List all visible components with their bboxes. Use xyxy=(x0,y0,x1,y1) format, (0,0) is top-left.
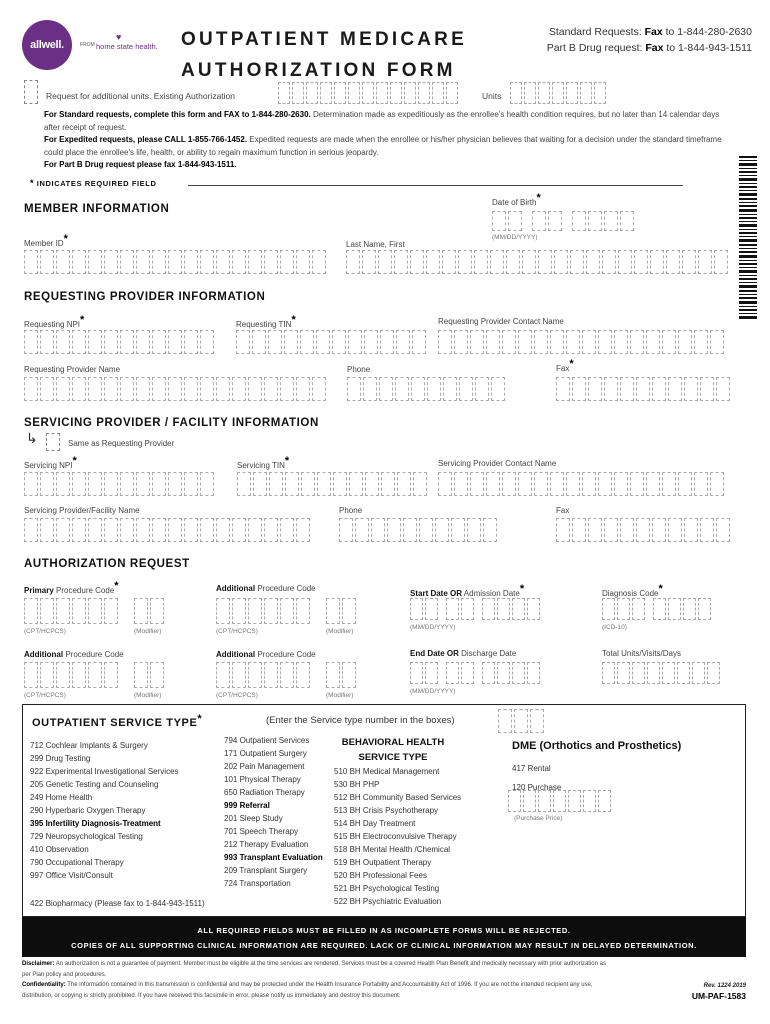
required-star-icon: * xyxy=(72,455,77,467)
date-hint: (MM/DD/YYYY) xyxy=(410,688,456,695)
servicing-contact-input[interactable] xyxy=(438,472,724,496)
disclaimer-bold: Disclaimer: xyxy=(22,961,55,967)
warning-line1: ALL REQUIRED FIELDS MUST BE FILLED IN AS INCOMPLETE FORMS WILL BE REJECTED. xyxy=(197,926,571,935)
modifier-hint: (Modifier) xyxy=(134,628,162,635)
additional-bold: Additional xyxy=(24,650,64,659)
service-item: 201 Sleep Study xyxy=(224,814,283,823)
same-as-requesting-checkbox[interactable] xyxy=(46,433,60,451)
total-units-input[interactable] xyxy=(602,662,720,684)
form-title xyxy=(181,24,467,86)
servicing-name-input[interactable] xyxy=(24,518,310,542)
servicing-npi-input[interactable] xyxy=(24,472,214,496)
required-star-icon: * xyxy=(291,314,296,326)
service-type-col2 xyxy=(224,734,323,890)
fax-standard xyxy=(547,24,752,40)
expedited-instruction xyxy=(44,134,734,159)
heart-icon: ♥ xyxy=(116,32,122,42)
dme-title: DME (Orthotics and Prosthetics) xyxy=(512,740,682,752)
servicing-name-label: Servicing Provider/Facility Name xyxy=(24,506,140,515)
servicing-tin-label-text: Servicing TIN xyxy=(237,461,285,470)
requesting-section-title: REQUESTING PROVIDER INFORMATION xyxy=(24,291,266,303)
allwell-logo-text: allwell. xyxy=(30,39,64,51)
cpt-hint: (CPT/HCPCS) xyxy=(216,692,258,699)
disclaimer-text: An authorization is not a guarantee of payment. Member must be eligible at the time services are rendered. Services must be a covered Health Plan Benefit and medically necessary with prior authorization as per Plan policy and procedures. xyxy=(22,961,606,978)
requesting-phone-input[interactable] xyxy=(347,377,505,401)
requesting-contact-label: Requesting Provider Contact Name xyxy=(438,317,564,326)
confidentiality-paragraph xyxy=(22,980,612,1001)
start-rest: Admission Date xyxy=(462,589,520,598)
service-item: 410 Observation xyxy=(30,845,89,854)
requesting-fax-label xyxy=(556,358,574,374)
allwell-logo xyxy=(22,20,72,70)
end-date-input[interactable] xyxy=(410,662,540,684)
confidentiality-text: The information contained in this transmission is confidential and may be protected under the Health Insurance Portability and Accountability Act of 1996. If you are not the intended recipient any use, distribution, or copying is strictly prohibited. If you have received this facsimile in error, please notify us immediately and destroy this document. xyxy=(22,982,593,999)
service-type-instruction: (Enter the Service type number in the boxes) xyxy=(266,715,455,726)
additional-procedure-input-3[interactable] xyxy=(216,662,310,688)
cpt-hint: (CPT/HCPCS) xyxy=(216,628,258,635)
required-star-icon: * xyxy=(519,583,525,595)
service-item: 510 BH Medical Management xyxy=(334,767,440,776)
service-item: 101 Physical Therapy xyxy=(224,775,301,784)
service-item: 299 Drug Testing xyxy=(30,754,91,763)
standard-bold: For Standard requests, complete this form and FAX to 1-844-280-2630. xyxy=(44,110,311,119)
dme-item: 417 Rental xyxy=(512,764,551,773)
required-note-text: INDICATES REQUIRED FIELD xyxy=(36,179,157,188)
form-title-line2: AUTHORIZATION FORM xyxy=(181,60,456,81)
instructions xyxy=(44,109,734,172)
service-item: 999 Referral xyxy=(224,801,270,810)
service-type-col3 xyxy=(334,765,461,908)
partb-bold: For Part B Drug request please fax 1-844-943-1511. xyxy=(44,160,237,169)
end-rest: Discharge Date xyxy=(458,649,517,658)
same-as-requesting-label: Same as Requesting Provider xyxy=(68,439,175,448)
additional-rest: Procedure Code xyxy=(255,650,316,659)
fax-partb-bold: Fax xyxy=(645,42,664,54)
servicing-npi-label xyxy=(24,455,77,471)
requesting-npi-label xyxy=(24,314,85,330)
service-type-input[interactable] xyxy=(498,709,544,733)
required-star-icon: * xyxy=(284,455,290,467)
servicing-phone-input[interactable] xyxy=(339,518,497,542)
service-item: 521 BH Psychological Testing xyxy=(334,884,440,893)
dob-hint: (MM/DD/YYYY) xyxy=(492,234,538,241)
additional-rest: Procedure Code xyxy=(63,650,124,659)
cpt-hint: (CPT/HCPCS) xyxy=(24,692,66,699)
service-item: 518 BH Mental Health /Chemical xyxy=(334,845,451,854)
additional-bold: Additional xyxy=(216,650,256,659)
form-title-line1: OUTPATIENT MEDICARE xyxy=(181,29,467,50)
diagnosis-label-text: Diagnosis Code xyxy=(602,589,659,598)
servicing-fax-label: Fax xyxy=(556,506,570,515)
required-star-icon: * xyxy=(63,233,68,245)
warning-bar xyxy=(22,917,746,957)
fax-partb-label: Part B Drug request: xyxy=(546,42,646,54)
member-name-label: Last Name, First xyxy=(346,240,405,249)
date-hint: (MM/DD/YYYY) xyxy=(410,624,456,631)
service-item: 171 Outpatient Surgery xyxy=(224,749,307,758)
service-item: 520 BH Professional Fees xyxy=(334,871,427,880)
service-item: 522 BH Psychiatric Evaluation xyxy=(334,897,442,906)
home-state-health-logo xyxy=(96,33,158,57)
service-item: 794 Outpatient Services xyxy=(224,736,310,745)
primary-procedure-input[interactable] xyxy=(24,598,118,624)
dob-label xyxy=(492,192,541,208)
service-type-col1 xyxy=(30,739,179,882)
required-star-icon: * xyxy=(80,314,85,326)
required-star-icon: * xyxy=(536,192,541,204)
additional-modifier-input-3[interactable] xyxy=(326,662,356,688)
service-item: 513 BH Crisis Psychotherapy xyxy=(334,806,439,815)
purchase-price-input[interactable] xyxy=(508,790,611,812)
primary-bold: Primary xyxy=(24,586,54,595)
additional-modifier-input-1[interactable] xyxy=(326,598,356,624)
service-item: 724 Transportation xyxy=(224,879,291,888)
confidentiality-bold: Confidentiality: xyxy=(22,982,66,988)
service-item: 290 Hyperbaric Oxygen Therapy xyxy=(30,806,146,815)
disclaimer xyxy=(22,959,612,1001)
member-id-label xyxy=(24,233,68,249)
service-item: 512 BH Community Based Services xyxy=(334,793,462,802)
servicing-npi-label-text: Servicing NPI xyxy=(24,461,73,470)
fax-standard-label: Standard Requests: xyxy=(548,26,645,38)
fax-info xyxy=(547,24,752,56)
primary-rest: Procedure Code xyxy=(53,586,115,595)
arrow-return-icon: ↳ xyxy=(26,430,38,446)
home-state-health-text: home state health. xyxy=(96,42,158,51)
servicing-phone-label: Phone xyxy=(339,506,363,515)
additional-bold: Additional xyxy=(216,584,256,593)
primary-modifier-input[interactable] xyxy=(134,598,164,624)
revision-label: Rev. 1224 2019 xyxy=(703,983,746,989)
additional-procedure-input-2[interactable] xyxy=(24,662,118,688)
additional-procedure-input-1[interactable] xyxy=(216,598,310,624)
standard-text: Determination made as expeditiously as the enrollee's health condition requires, but no later than 14 calendar days after receipt of request. xyxy=(44,110,720,132)
cpt-hint: (CPT/HCPCS) xyxy=(24,628,66,635)
end-date-label xyxy=(410,649,516,658)
member-section-title: MEMBER INFORMATION xyxy=(24,203,170,215)
dme-item: 120 Purchase xyxy=(512,783,562,792)
end-bold: End Date OR xyxy=(410,649,459,658)
required-star-icon: * xyxy=(197,713,203,725)
form-id: UM-PAF-1583 xyxy=(691,991,746,1001)
modifier-hint: (Modifier) xyxy=(326,692,354,699)
service-item-biopharmacy: 422 Biopharmacy (Please fax to 1-844-943-1511) xyxy=(30,899,205,908)
member-id-input[interactable] xyxy=(24,250,326,274)
modifier-hint: (Modifier) xyxy=(326,628,354,635)
total-units-label: Total Units/Visits/Days xyxy=(602,649,681,658)
bh-title-line2: SERVICE TYPE xyxy=(358,752,428,763)
service-item: 650 Radiation Therapy xyxy=(224,788,305,797)
service-item: 701 Speech Therapy xyxy=(224,827,299,836)
service-item: 519 BH Outpatient Therapy xyxy=(334,858,432,867)
requesting-fax-label-text: Fax xyxy=(556,364,570,373)
logo-from-text: FROM xyxy=(80,42,95,48)
disclaimer-paragraph xyxy=(22,959,612,980)
start-bold: Start Date OR xyxy=(410,589,463,598)
service-type-title-text: OUTPATIENT SERVICE TYPE xyxy=(32,717,198,729)
modifier-hint: (Modifier) xyxy=(134,692,162,699)
requesting-name-input[interactable] xyxy=(24,377,326,401)
member-id-label-text: Member ID xyxy=(24,239,64,248)
additional-procedure-label-3 xyxy=(216,650,316,659)
required-star-icon: * xyxy=(569,358,574,370)
service-item: 205 Genetic Testing and Counseling xyxy=(30,780,159,789)
service-item: 209 Transplant Surgery xyxy=(224,866,308,875)
requesting-phone-label: Phone xyxy=(347,365,371,374)
service-item: 922 Experimental Investigational Services xyxy=(30,767,179,776)
service-item: 712 Cochlear Implants & Surgery xyxy=(30,741,148,750)
requesting-name-label: Requesting Provider Name xyxy=(24,365,121,374)
fax-partb-number: to 1-844-943-1511 xyxy=(663,42,752,54)
service-item: 212 Therapy Evaluation xyxy=(224,840,309,849)
standard-instruction xyxy=(44,109,734,134)
service-item: 729 Neuropsychological Testing xyxy=(30,832,143,841)
service-item: 514 BH Day Treatment xyxy=(334,819,416,828)
expedited-bold: For Expedited requests, please CALL 1-855-766-1452. xyxy=(44,135,248,144)
icd-hint: (ICD-10) xyxy=(602,624,627,631)
primary-procedure-label xyxy=(24,580,119,596)
servicing-fax-input[interactable] xyxy=(556,518,730,542)
units-input[interactable] xyxy=(510,82,606,104)
units-label: Units xyxy=(482,91,502,101)
servicing-tin-input[interactable] xyxy=(237,472,427,496)
service-item: 515 BH Electroconvulsive Therapy xyxy=(334,832,457,841)
dob-input[interactable] xyxy=(492,211,634,231)
servicing-section-title: SERVICING PROVIDER / FACILITY INFORMATION xyxy=(24,417,319,429)
authorization-section-title: AUTHORIZATION REQUEST xyxy=(24,558,190,570)
required-star-icon: * xyxy=(114,580,119,592)
servicing-contact-label: Servicing Provider Contact Name xyxy=(438,459,557,468)
service-type-title xyxy=(32,713,203,729)
requesting-contact-input[interactable] xyxy=(438,330,724,354)
service-item: 790 Occupational Therapy xyxy=(30,858,124,867)
fax-partb xyxy=(547,40,752,56)
existing-authorization-input[interactable] xyxy=(278,82,458,104)
additional-units-checkbox[interactable] xyxy=(24,80,38,104)
bh-title xyxy=(334,735,452,765)
required-field-note xyxy=(30,178,156,188)
requesting-tin-label-text: Requesting TIN xyxy=(236,320,292,329)
requesting-npi-input[interactable] xyxy=(24,330,214,354)
additional-procedure-label-1 xyxy=(216,584,316,593)
service-item: 530 BH PHP xyxy=(334,780,380,789)
fax-standard-number: to 1-844-280-2630 xyxy=(662,26,752,38)
member-name-input[interactable] xyxy=(346,250,728,274)
requesting-tin-input[interactable] xyxy=(236,330,426,354)
bh-title-line1: BEHAVIORAL HEALTH xyxy=(341,737,445,748)
diagnosis-input[interactable] xyxy=(602,598,711,620)
service-item: 202 Pain Management xyxy=(224,762,305,771)
additional-modifier-input-2[interactable] xyxy=(134,662,164,688)
fax-standard-bold: Fax xyxy=(644,26,663,38)
requesting-tin-label xyxy=(236,314,296,330)
service-item: 997 Office Visit/Consult xyxy=(30,871,113,880)
start-date-input[interactable] xyxy=(410,598,540,620)
expedited-text: Expedited requests are made when the enrollee or his/her physician believes that waiting for a decision under the standard timeframe could place the enrollee's life, health, or ability to regain maximum function in serious jeopardy. xyxy=(44,135,722,157)
required-star-icon: * xyxy=(658,583,663,595)
divider-line xyxy=(188,185,683,186)
barcode xyxy=(739,156,757,320)
service-item: 993 Transplant Evaluation xyxy=(224,853,323,862)
additional-units-label: Request for additional units. Existing Authorization xyxy=(46,91,236,101)
servicing-tin-label xyxy=(237,455,290,471)
required-star-icon: * xyxy=(30,178,35,188)
service-item: 249 Home Health xyxy=(30,793,93,802)
dob-label-text: Date of Birth xyxy=(492,198,537,207)
warning-line2: COPIES OF ALL SUPPORTING CLINICAL INFORMATION ARE REQUIRED. LACK OF CLINICAL INFORMATION MAY RESULT IN DELAYED DETERMINATION. xyxy=(71,941,697,950)
service-item: 395 Infertility Diagnosis-Treatment xyxy=(30,819,161,828)
purchase-price-hint: (Purchase Price) xyxy=(514,815,563,822)
partb-instruction xyxy=(44,159,734,172)
requesting-fax-input[interactable] xyxy=(556,377,730,401)
additional-procedure-label-2 xyxy=(24,650,124,659)
requesting-npi-label-text: Requesting NPI xyxy=(24,320,81,329)
additional-rest: Procedure Code xyxy=(255,584,316,593)
